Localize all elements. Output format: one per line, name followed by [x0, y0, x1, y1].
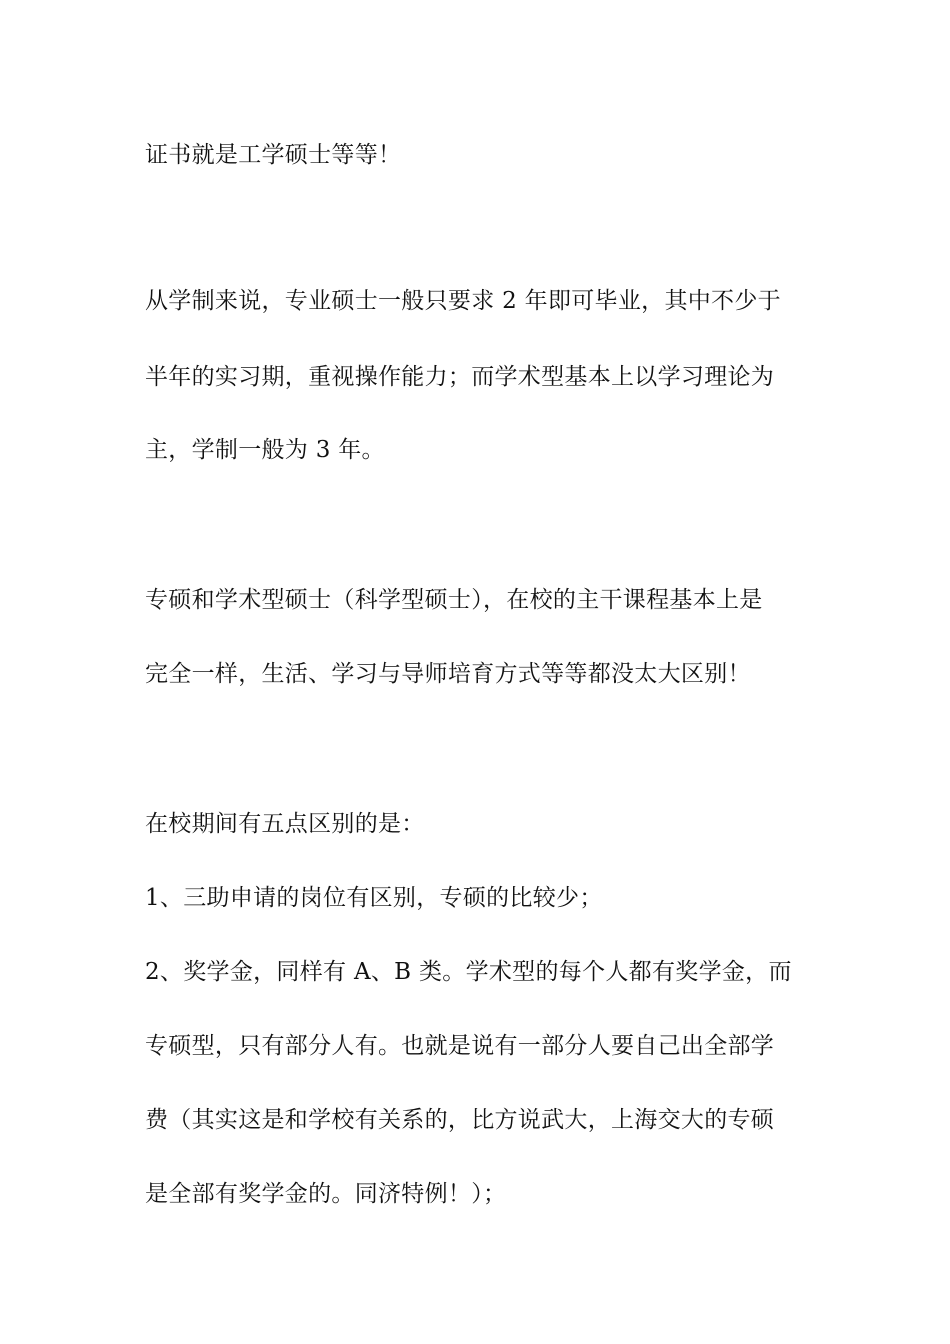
paragraph-4-line-5: 费（其实这是和学校有关系的，比方说武大，上海交大的专硕 — [145, 1107, 775, 1133]
paragraph-4-line-1: 在校期间有五点区别的是： — [145, 811, 425, 837]
paragraph-2-line-2: 半年的实习期，重视操作能力；而学术型基本上以学习理论为 — [145, 364, 775, 390]
paragraph-1-line-1: 证书就是工学硕士等等！ — [145, 142, 402, 168]
paragraph-4-line-3: 2、奖学金，同样有 A、B 类。学术型的每个人都有奖学金，而 — [145, 959, 792, 985]
paragraph-3-line-2: 完全一样，生活、学习与导师培育方式等等都没太大区别！ — [145, 661, 751, 687]
paragraph-2-line-1: 从学制来说，专业硕士一般只要求 2 年即可毕业，其中不少于 — [145, 288, 781, 314]
paragraph-4-line-2: 1、三助申请的岗位有区别，专硕的比较少； — [145, 885, 603, 911]
paragraph-4-line-6: 是全部有奖学金的。同济特例！）； — [145, 1181, 507, 1207]
paragraph-2-line-3: 主，学制一般为 3 年。 — [145, 437, 385, 463]
paragraph-3-line-1: 专硕和学术型硕士（科学型硕士），在校的主干课程基本上是 — [145, 587, 763, 613]
paragraph-4-line-4: 专硕型，只有部分人有。也就是说有一部分人要自己出全部学 — [145, 1033, 775, 1059]
